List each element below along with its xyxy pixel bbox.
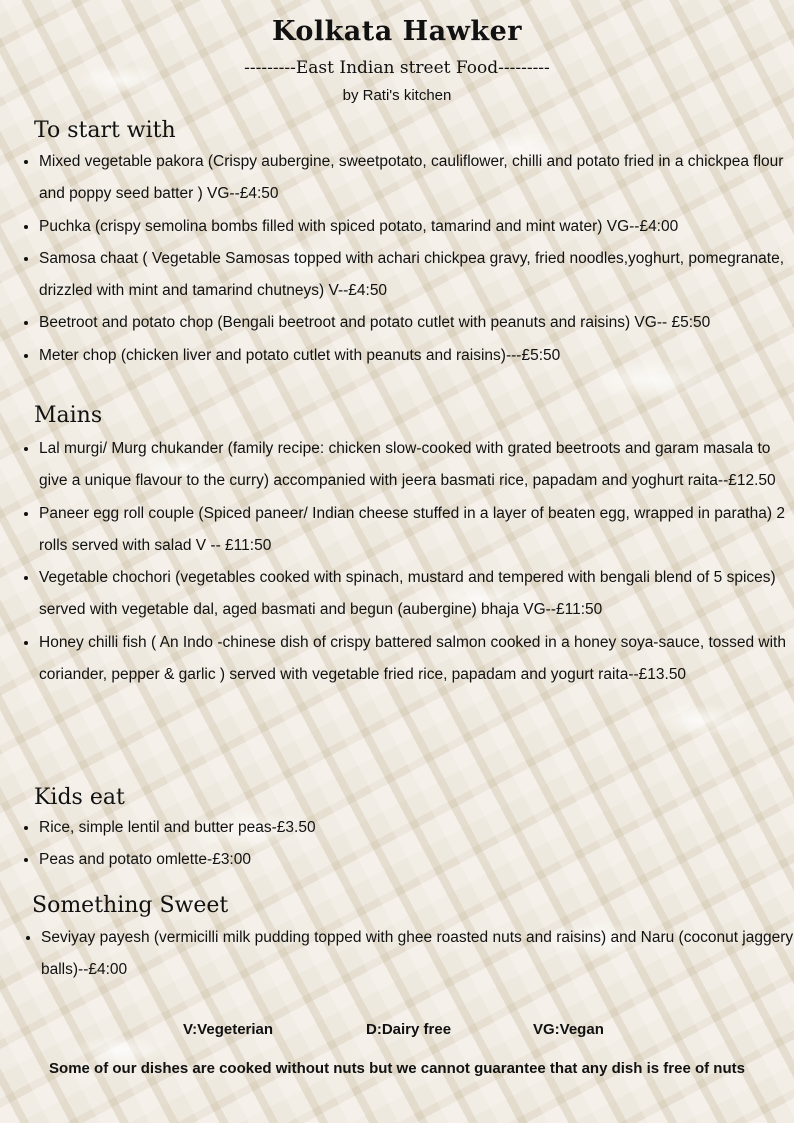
mains-list [22, 433, 794, 691]
section-heading-starters: To start with [34, 118, 176, 143]
list-item: • Meter chop (chicken liver and potato cutlet with peanuts and raisins)---£5:50 [39, 340, 794, 372]
section-heading-mains: Mains [34, 403, 103, 428]
list-item: • Lal murgi/ Murg chukander (family recipe: chicken slow-cooked with grated beetroots and garam masala to give a unique flavour to the curry) accompanied with jeera basmati rice, papadam and yoghurt raita--£12.50 [39, 433, 794, 498]
starters-list [22, 146, 794, 372]
nut-allergy-note: Some of our dishes are cooked without nuts but we cannot guarantee that any dish is free of nuts [49, 1060, 745, 1077]
list-item: • Samosa chaat ( Vegetable Samosas topped with achari chickpea gravy, fried noodles,yoghurt, pomegranate, drizzled with mint and tamarind chutneys) V--£4:50 [39, 243, 794, 308]
list-item: • Vegetable chochori (vegetables cooked with spinach, mustard and tempered with bengali blend of 5 spices) served with vegetable dal, aged basmati and begun (aubergine) bhaja VG--£11:50 [39, 562, 794, 627]
sweet-list [24, 922, 794, 987]
list-item: • Paneer egg roll couple (Spiced paneer/ Indian cheese stuffed in a layer of beaten egg, wrapped in paratha) 2 rolls served with salad V -- £11:50 [39, 498, 794, 563]
list-item: • Seviyay payesh (vermicilli milk pudding topped with ghee roasted nuts and raisins) and Naru (coconut jaggery balls)--£4:00 [41, 922, 794, 987]
legend-vegetarian: V:Vegeterian [183, 1021, 274, 1038]
list-item: • Mixed vegetable pakora (Crispy aubergine, sweetpotato, cauliflower, chilli and potato fried in a chickpea flour and poppy seed batter ) VG--£4:50 [39, 146, 794, 211]
menu-subtitle: ---------East Indian street Food--------- [244, 58, 550, 78]
legend-vegan: VG:Vegan [533, 1021, 604, 1038]
list-item: • Peas and potato omlette-£3:00 [39, 844, 794, 876]
menu-byline: by Rati's kitchen [342, 87, 452, 104]
menu-title: Kolkata Hawker [271, 16, 523, 47]
list-item: • Rice, simple lentil and butter peas-£3.50 [39, 812, 794, 844]
section-heading-kids: Kids eat [34, 785, 125, 810]
list-item: • Puchka (crispy semolina bombs filled with spiced potato, tamarind and mint water) VG--£4:00 [39, 211, 794, 243]
section-heading-sweet: Something Sweet [32, 893, 229, 918]
list-item: • Honey chilli fish ( An Indo -chinese dish of crispy battered salmon cooked in a honey soya-sauce, tossed with coriander, pepper & garlic ) served with vegetable fried rice, papadam and yogurt raita--£13.50 [39, 627, 794, 692]
dietary-legend [0, 1021, 794, 1041]
kids-list [22, 812, 794, 877]
list-item: • Beetroot and potato chop (Bengali beetroot and potato cutlet with peanuts and raisins) VG-- £5:50 [39, 307, 794, 339]
legend-dairy-free: D:Dairy free [366, 1021, 452, 1038]
